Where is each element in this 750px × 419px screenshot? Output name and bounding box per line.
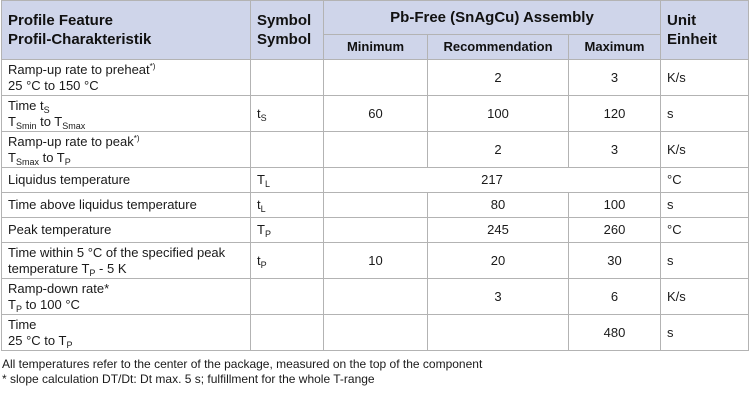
minimum-cell — [324, 60, 428, 96]
table-row — [2, 243, 749, 279]
minimum-cell — [324, 279, 428, 315]
feature-cell — [2, 60, 251, 96]
minimum-cell: 10 — [324, 243, 428, 279]
feature-cell: Peak temperature — [2, 218, 251, 243]
unit-cell: K/s — [661, 60, 749, 96]
recommendation-cell: 3 — [428, 279, 569, 315]
feature-text: Time t — [8, 97, 44, 113]
einheit-label: Einheit — [667, 31, 718, 48]
recommendation-cell: 80 — [428, 193, 569, 218]
table-row — [2, 218, 749, 243]
unit-cell: s — [661, 315, 749, 351]
recommendation-cell: 245 — [428, 218, 569, 243]
maximum-cell: 480 — [569, 315, 661, 351]
feature-subscript: P — [89, 267, 96, 278]
symbol-cell — [251, 243, 324, 279]
feature-range-text: 25 °C to 150 °C — [8, 77, 99, 93]
recommendation-cell: 2 — [428, 60, 569, 96]
unit-cell: K/s — [661, 279, 749, 315]
unit-cell: s — [661, 193, 749, 218]
minimum-cell — [324, 132, 428, 168]
symbol-subscript: P — [264, 229, 271, 239]
symbol-subscript: P — [260, 259, 267, 270]
profil-charakteristik-label: Profil-Charakteristik — [8, 31, 152, 48]
feature-text: 25 °C to T — [8, 332, 67, 348]
table-row — [2, 168, 749, 193]
feature-text: Time within 5 °C of the specified peak — [8, 244, 226, 260]
symbol-label: Symbol — [257, 12, 312, 29]
maximum-header: Maximum — [569, 35, 661, 60]
assembly-header: Pb-Free (SnAgCu) Assembly — [324, 1, 661, 35]
recommendation-cell — [428, 315, 569, 351]
table-row — [2, 279, 749, 315]
recommendation-cell: 100 — [428, 96, 569, 132]
symbol-label-de: Symbol — [257, 31, 312, 48]
feature-text: Ramp-down rate* — [8, 280, 110, 296]
feature-subscript: P — [64, 156, 71, 167]
symbol-cell — [251, 279, 324, 315]
minimum-cell — [324, 218, 428, 243]
symbol-cell — [251, 218, 324, 243]
table-row — [2, 96, 749, 132]
feature-cell: Time above liquidus temperature — [2, 193, 251, 218]
merged-value-cell: 217 — [324, 168, 661, 193]
profile-feature-label: Profile Feature — [8, 12, 114, 29]
maximum-cell: 3 — [569, 132, 661, 168]
symbol-cell — [251, 132, 324, 168]
unit-cell: s — [661, 243, 749, 279]
footnote-marker: *) — [149, 61, 156, 71]
feature-subscript: P — [66, 339, 73, 350]
footnote-slope: * slope calculation DT/Dt: Dt max. 5 s; fulfillment for the whole T-range — [2, 372, 375, 386]
feature-text: Time — [8, 316, 37, 332]
feature-cell — [2, 279, 251, 315]
symbol-cell — [251, 96, 324, 132]
maximum-cell: 3 — [569, 60, 661, 96]
feature-text: Ramp-up rate to preheat — [8, 61, 150, 77]
symbol-text: T — [257, 172, 265, 187]
feature-subscript: P — [15, 303, 22, 314]
feature-cell — [2, 132, 251, 168]
profile-feature-header — [2, 1, 251, 60]
unit-cell: °C — [661, 218, 749, 243]
symbol-text: t — [257, 252, 261, 268]
maximum-cell: 30 — [569, 243, 661, 279]
feature-cell — [2, 96, 251, 132]
unit-cell: s — [661, 96, 749, 132]
symbol-subscript: L — [264, 179, 270, 189]
feature-text: Ramp-up rate to peak — [8, 133, 134, 149]
table-row — [2, 193, 749, 218]
feature-cell — [2, 243, 251, 279]
footnotes — [2, 357, 750, 387]
footnote-temperatures: All temperatures refer to the center of the package, measured on the top of the component — [2, 357, 483, 371]
unit-header — [661, 1, 749, 60]
maximum-cell: 100 — [569, 193, 661, 218]
table-row — [2, 60, 749, 96]
feature-text: T — [8, 296, 16, 312]
maximum-cell: 6 — [569, 279, 661, 315]
recommendation-cell: 20 — [428, 243, 569, 279]
minimum-cell: 60 — [324, 96, 428, 132]
header-row-1 — [2, 1, 749, 35]
feature-text: to 100 °C — [21, 296, 80, 312]
minimum-cell — [324, 315, 428, 351]
feature-text: temperature T — [8, 260, 90, 276]
symbol-cell — [251, 193, 324, 218]
table-row — [2, 132, 749, 168]
feature-text: - 5 K — [95, 260, 127, 276]
feature-text: to T — [38, 149, 65, 165]
reflow-profile-table — [1, 0, 749, 351]
unit-cell: K/s — [661, 132, 749, 168]
symbol-cell — [251, 315, 324, 351]
feature-subscript: Smax — [15, 156, 39, 167]
symbol-header — [251, 1, 324, 60]
recommendation-header: Recommendation — [428, 35, 569, 60]
table-row — [2, 315, 749, 351]
recommendation-cell: 2 — [428, 132, 569, 168]
feature-subscript: Smin — [15, 120, 37, 131]
feature-cell: Liquidus temperature — [2, 168, 251, 193]
minimum-header: Minimum — [324, 35, 428, 60]
symbol-subscript: L — [260, 204, 266, 214]
symbol-text: T — [257, 222, 265, 237]
feature-subscript: Smax — [62, 120, 86, 131]
feature-subscript: S — [43, 104, 50, 115]
footnote-marker: *) — [133, 133, 140, 143]
unit-label: Unit — [667, 12, 697, 29]
symbol-cell — [251, 168, 324, 193]
unit-cell: °C — [661, 168, 749, 193]
feature-text: T — [8, 113, 16, 129]
symbol-text: t — [257, 105, 261, 121]
symbol-cell — [251, 60, 324, 96]
minimum-cell — [324, 193, 428, 218]
feature-text: T — [8, 149, 16, 165]
feature-cell — [2, 315, 251, 351]
maximum-cell: 260 — [569, 218, 661, 243]
maximum-cell: 120 — [569, 96, 661, 132]
symbol-subscript: S — [260, 112, 267, 123]
feature-text: to T — [36, 113, 63, 129]
symbol-text: t — [257, 197, 261, 212]
